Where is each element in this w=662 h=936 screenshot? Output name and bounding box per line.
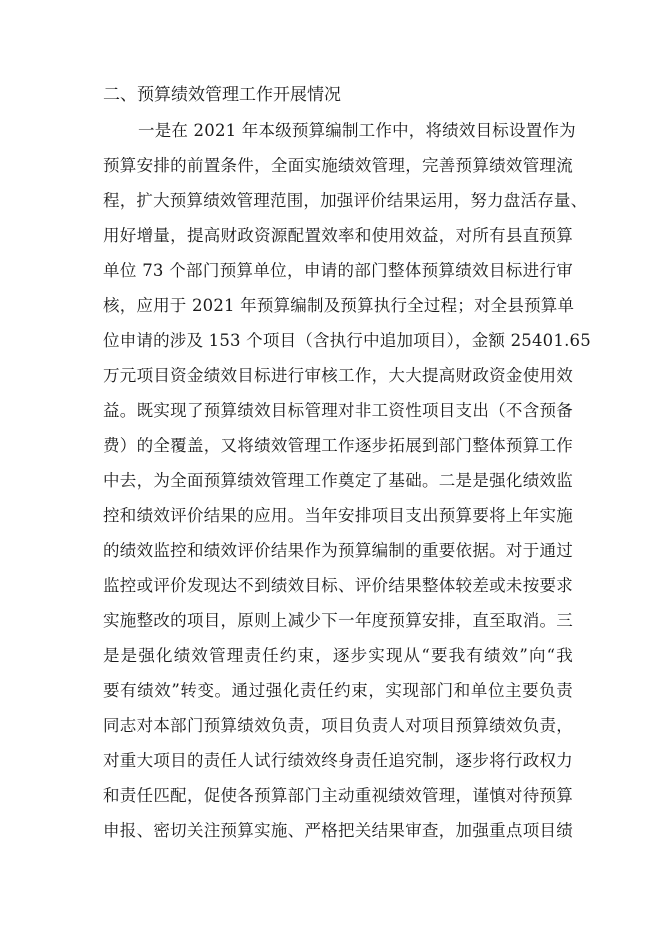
body-paragraph (103, 113, 591, 848)
text-line: 和责任匹配，促使各预算部门主动重视绩效管理，谨慎对待预算 (103, 786, 573, 805)
text-line: 是是强化绩效管理责任约束，逐步实现从“要我有绩效”向“我 (103, 646, 573, 665)
text-line: 申报、密切关注预算实施、严格把关结果审查，加强重点项目绩 (103, 821, 573, 840)
text-line: 预算安排的前置条件，全面实施绩效管理，完善预算绩效管理流 (103, 156, 573, 175)
text-line: 控和绩效评价结果的应用。当年安排项目支出预算要将上年实施 (103, 506, 573, 525)
text-line: 核，应用于 2021 年预算编制及预算执行全过程；对全县预算单 (103, 296, 575, 315)
text-line: 费）的全覆盖，又将绩效管理工作逐步拓展到部门整体预算工作 (103, 436, 573, 455)
section-heading: 二、预算绩效管理工作开展情况 (103, 85, 341, 105)
text-line: 实施整改的项目，原则上减少下一年度预算安排，直至取消。三 (103, 611, 573, 630)
text-line: 监控或评价发现达不到绩效目标、评价结果整体较差或未按要求 (103, 576, 573, 595)
text-line: 单位 73 个部门预算单位，申请的部门整体预算绩效目标进行审 (103, 261, 573, 280)
text-line: 中去，为全面预算绩效管理工作奠定了基础。二是是强化绩效监 (103, 471, 573, 490)
text-line: 同志对本部门预算绩效负责，项目负责人对项目预算绩效负责， (103, 716, 573, 735)
text-line: 益。既实现了预算绩效目标管理对非工资性项目支出（不含预备 (103, 401, 573, 420)
text-line: 程，扩大预算绩效管理范围，加强评价结果运用，努力盘活存量、 (103, 191, 588, 210)
text-line: 位申请的涉及 153 个项目（含执行中追加项目），金额 25401.65 (103, 331, 591, 350)
text-line: 要有绩效”转变。通过强化责任约束，实现部门和单位主要负责 (103, 681, 573, 700)
text-line: 一是在 2021 年本级预算编制工作中，将绩效目标设置作为 (138, 121, 576, 140)
text-line: 的绩效监控和绩效评价结果作为预算编制的重要依据。对于通过 (103, 541, 573, 560)
text-line: 对重大项目的责任人试行绩效终身责任追究制，逐步将行政权力 (103, 751, 573, 770)
text-line: 万元项目资金绩效目标进行审核工作，大大提高财政资金使用效 (103, 366, 573, 385)
text-line: 用好增量，提高财政资源配置效率和使用效益，对所有县直预算 (103, 226, 573, 245)
